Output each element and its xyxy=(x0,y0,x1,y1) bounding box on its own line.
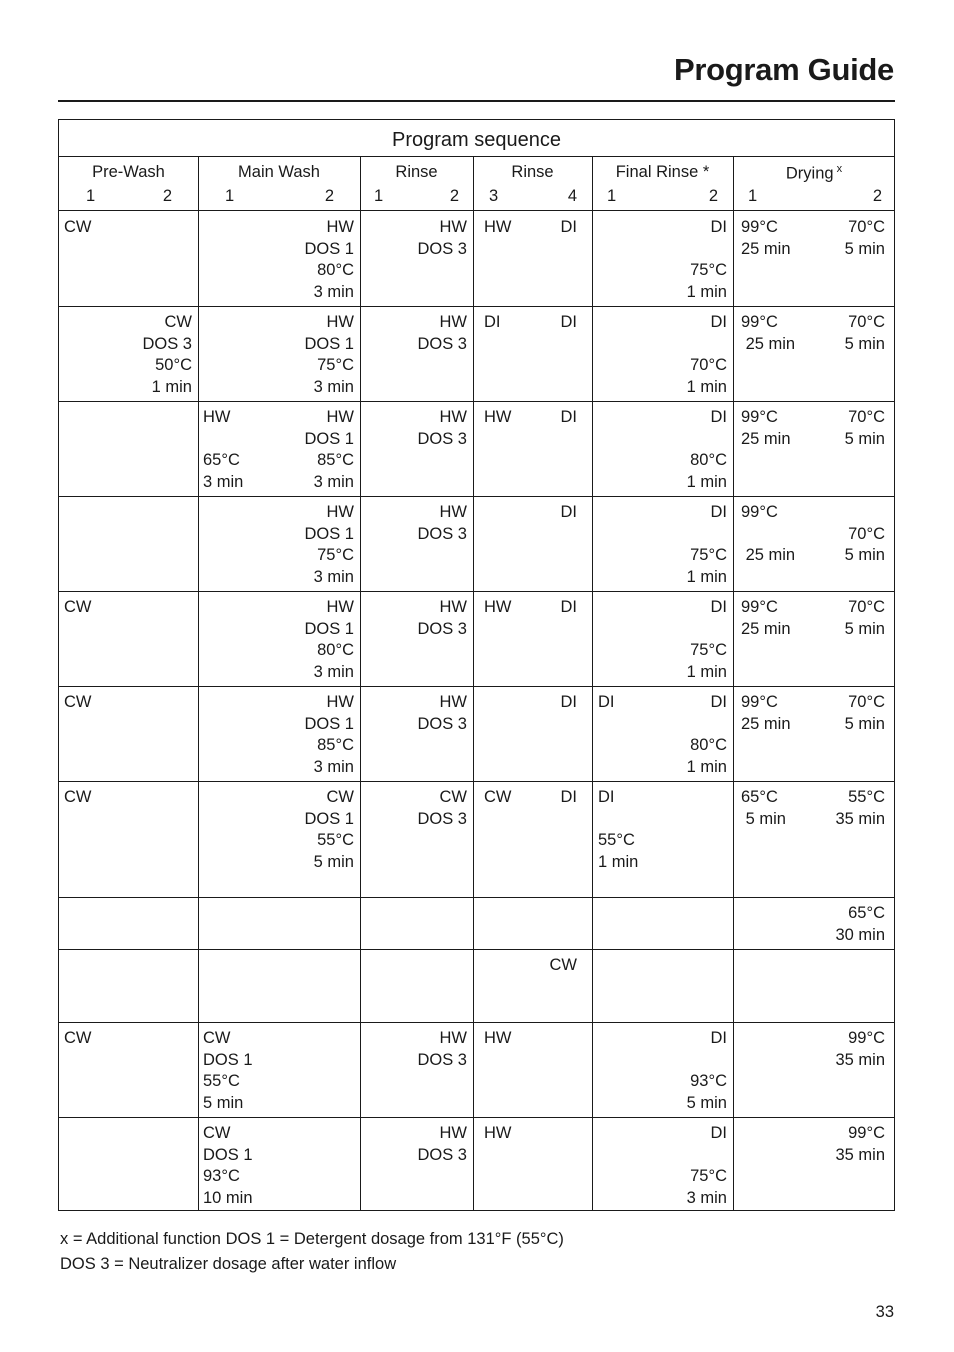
table-cell-d1: 99°C 25 min xyxy=(741,598,791,638)
table-cell-r3: HW xyxy=(484,1029,512,1047)
column-divider xyxy=(473,157,474,1210)
subcolumn-number: 1 xyxy=(748,187,758,205)
table-cell-r2: HW DOS 3 xyxy=(417,693,467,733)
table-cell-pw1: CW xyxy=(64,218,92,236)
table-cell-r2: HW DOS 3 xyxy=(417,218,467,258)
table-cell-r4: CW xyxy=(549,956,577,974)
table-cell-d1: 65°C 5 min xyxy=(741,788,786,828)
table-cell-r4: DI xyxy=(560,503,577,521)
row-divider xyxy=(59,781,894,782)
table-cell-d2: 70°C 5 min xyxy=(844,524,885,565)
row-divider xyxy=(59,1022,894,1023)
table-cell-r4: DI xyxy=(560,598,577,616)
row-divider xyxy=(59,496,894,497)
table-cell-fr1: DI 55°C 1 min xyxy=(598,788,639,871)
table-cell-r2: HW DOS 3 xyxy=(417,408,467,448)
subcolumn-number: 1 xyxy=(225,187,235,205)
subcolumn-number: 1 xyxy=(607,187,617,205)
table-cell-fr2: DI 75°C 1 min xyxy=(686,598,727,681)
column-divider xyxy=(733,157,734,1210)
table-cell-d2: 70°C 5 min xyxy=(844,218,885,258)
subcolumn-number: 3 xyxy=(489,187,499,205)
subcolumn-number: 2 xyxy=(872,187,882,205)
row-divider xyxy=(59,1117,894,1118)
table-cell-d2: 99°C 35 min xyxy=(835,1124,885,1164)
table-cell-pw1: CW xyxy=(64,1029,92,1047)
table-cell-d2: 70°C 5 min xyxy=(844,313,885,353)
footnote-1: x = Additional function DOS 1 = Detergent dosage from 131°F (55°C) xyxy=(60,1230,564,1248)
table-cell-d1: 99°C 25 min xyxy=(741,408,791,448)
column-header-label: Pre-Wash xyxy=(92,163,165,181)
column-divider xyxy=(198,157,199,1210)
table-cell-fr2: DI 75°C 1 min xyxy=(686,218,727,301)
table-cell-d2: 99°C 35 min xyxy=(835,1029,885,1069)
table-cell-r2: HW DOS 3 xyxy=(417,1124,467,1164)
table-cell-fr2: DI 75°C 3 min xyxy=(686,1124,727,1207)
title-rule xyxy=(58,100,895,102)
table-header: Program sequence xyxy=(59,120,894,157)
table-cell-mw2: HW DOS 1 85°C 3 min xyxy=(304,408,354,491)
table-cell-fr2: DI 70°C 1 min xyxy=(686,313,727,396)
column-divider xyxy=(360,157,361,1210)
subcolumn-number: 1 xyxy=(374,187,384,205)
subcolumn-number: 2 xyxy=(324,187,334,205)
subcolumn-number: 2 xyxy=(708,187,718,205)
table-cell-r2: HW DOS 3 xyxy=(417,313,467,353)
table-cell-mw2: HW DOS 1 80°C 3 min xyxy=(304,598,354,681)
subcolumn-number: 2 xyxy=(449,187,459,205)
row-divider xyxy=(59,401,894,402)
column-divider xyxy=(592,157,593,1210)
table-cell-r3: CW xyxy=(484,788,512,806)
table-cell-pw1: CW xyxy=(64,598,92,616)
subcolumn-number: 4 xyxy=(567,187,577,205)
table-cell-r2: HW DOS 3 xyxy=(417,598,467,638)
column-header xyxy=(473,157,592,211)
table-cell-r3: DI xyxy=(484,313,501,331)
table-cell-r3: HW xyxy=(484,408,512,426)
table-cell-r4: DI xyxy=(560,218,577,236)
table-cell-mw2: HW DOS 1 85°C 3 min xyxy=(304,693,354,776)
table-cell-r4: DI xyxy=(560,693,577,711)
page-number: 33 xyxy=(875,1303,894,1321)
table-cell-r3: HW xyxy=(484,598,512,616)
table-cell-fr2: DI 80°C 1 min xyxy=(686,693,727,776)
table-cell-mw1: CW DOS 1 93°C 10 min xyxy=(203,1124,253,1207)
column-header-label: Rinse xyxy=(395,163,438,181)
column-header-label: Rinse xyxy=(511,163,554,181)
table-cell-pw2: CW DOS 3 50°C 1 min xyxy=(142,313,192,396)
table-cell-mw2: CW DOS 1 55°C 5 min xyxy=(304,788,354,871)
table-cell-fr1: DI xyxy=(598,693,615,711)
row-divider xyxy=(59,949,894,950)
row-divider xyxy=(59,897,894,898)
column-header-label: Main Wash xyxy=(238,163,320,181)
table-cell-fr2: DI 75°C 1 min xyxy=(686,503,727,586)
column-header xyxy=(59,157,198,211)
table-cell-r3: HW xyxy=(484,1124,512,1142)
table-cell-r2: CW DOS 3 xyxy=(417,788,467,828)
column-header xyxy=(733,157,895,211)
table-cell-mw2: HW DOS 1 75°C 3 min xyxy=(304,313,354,396)
table-cell-fr2: DI 80°C 1 min xyxy=(686,408,727,491)
table-cell-d1: 99°C 25 min xyxy=(741,693,791,733)
column-header xyxy=(198,157,360,211)
table-cell-d1: 99°C 25 min xyxy=(741,503,796,565)
table-cell-mw2: HW DOS 1 75°C 3 min xyxy=(304,503,354,586)
table-cell-d1: 99°C 25 min xyxy=(741,218,791,258)
table-cell-mw1: CW DOS 1 55°C 5 min xyxy=(203,1029,253,1112)
table-cell-d1: 99°C 25 min xyxy=(741,313,796,353)
row-divider xyxy=(59,591,894,592)
table-cell-fr2: DI 93°C 5 min xyxy=(686,1029,727,1112)
page-title: Program Guide xyxy=(673,52,894,87)
subcolumn-number: 2 xyxy=(162,187,172,205)
table-cell-d2: 70°C 5 min xyxy=(844,693,885,733)
program-sequence-table xyxy=(58,119,895,1211)
row-divider xyxy=(59,686,894,687)
table-cell-d2: 55°C 35 min xyxy=(835,788,885,828)
subcolumn-number: 1 xyxy=(86,187,96,205)
table-cell-pw1: CW xyxy=(64,788,92,806)
table-cell-r2: HW DOS 3 xyxy=(417,503,467,543)
table-cell-pw1: CW xyxy=(64,693,92,711)
footnote-2: DOS 3 = Neutralizer dosage after water inflow xyxy=(60,1255,397,1273)
table-cell-d2: 70°C 5 min xyxy=(844,598,885,638)
column-header xyxy=(360,157,473,211)
table-cell-r4: DI xyxy=(560,313,577,331)
table-cell-mw1: HW 65°C 3 min xyxy=(203,408,244,491)
table-cell-r3: HW xyxy=(484,218,512,236)
table-cell-d2: 70°C 5 min xyxy=(844,408,885,448)
table-cell-r4: DI xyxy=(560,408,577,426)
column-header xyxy=(592,157,733,211)
row-divider xyxy=(59,306,894,307)
table-cell-mw2: HW DOS 1 80°C 3 min xyxy=(304,218,354,301)
column-header-superscript: x xyxy=(833,163,843,175)
column-header-label: Drying $^x$ xyxy=(785,163,843,183)
column-header-label: Final Rinse * xyxy=(615,163,710,181)
table-cell-r2: HW DOS 3 xyxy=(417,1029,467,1069)
table-cell-r4: DI xyxy=(560,788,577,806)
table-cell-d2: 65°C 30 min xyxy=(835,904,885,944)
